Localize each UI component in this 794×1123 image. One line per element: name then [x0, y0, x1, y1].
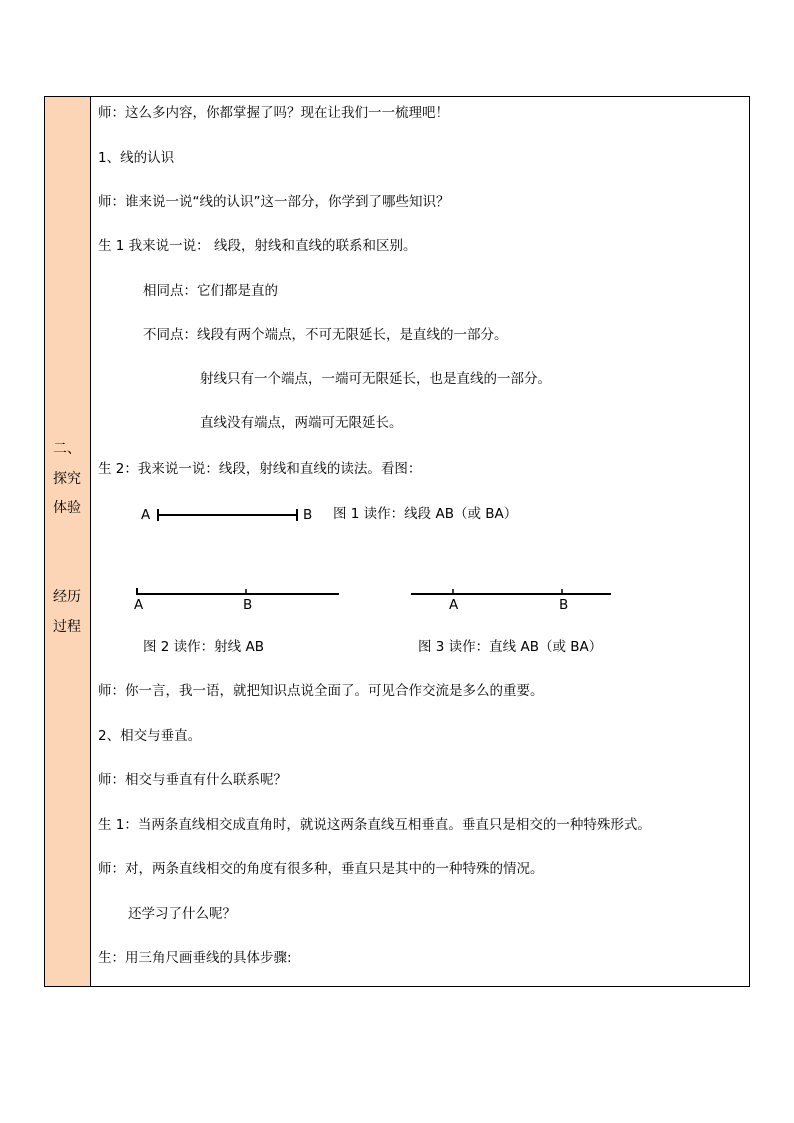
segment-ab — [158, 509, 297, 521]
teacher-question-relation: 师：相交与垂直有什么联系呢？ — [98, 772, 287, 788]
line-ab — [411, 589, 611, 595]
fig2-point-a: A — [134, 597, 144, 613]
teacher-intro: 师：这么多内容，你都掌握了吗？现在让我们一一梳理吧！ — [98, 105, 449, 121]
ray-ab — [137, 588, 339, 595]
fig1-caption: 图 1 读作：线段 AB（或 BA） — [333, 506, 518, 522]
section-label-process: 过程 — [53, 619, 81, 635]
fig3-caption: 图 3 读作：直线 AB（或 BA） — [418, 639, 603, 655]
section-label-experience: 体验 — [53, 500, 81, 516]
student1-answer: 生 1 我来说一说： 线段，射线和直线的联系和区别。 — [98, 238, 417, 254]
teacher-what-else: 还学习了什么呢？ — [128, 906, 236, 922]
differences-line: 直线没有端点，两端可无限延长。 — [200, 415, 403, 431]
fig1-point-b: B — [303, 507, 313, 523]
student2-answer: 生 2：我来说一说：线段，射线和直线的读法。看图： — [98, 461, 422, 477]
student1-perpendicular: 生 1：当两条直线相交成直角时，就说这两条直线互相垂直。垂直只是相交的一种特殊形式。 — [98, 817, 651, 833]
heading-line-knowledge: 1、线的认识 — [98, 150, 175, 166]
fig2-caption: 图 2 读作：射线 AB — [143, 639, 264, 655]
teacher-question-lines: 师：谁来说一说“线的认识”这一部分，你学到了哪些知识？ — [98, 194, 450, 210]
similarities: 相同点：它们都是直的 — [143, 283, 278, 299]
differences-ray: 射线只有一个端点，一端可无限延长，也是直线的一部分。 — [200, 371, 551, 387]
section-label-explore: 探究 — [53, 471, 81, 487]
student-steps: 生：用三角尺画垂线的具体步骤: — [98, 950, 292, 966]
heading-intersect-perpendicular: 2、相交与垂直。 — [98, 728, 202, 744]
teacher-angle-note: 师：对，两条直线相交的角度有很多种，垂直只是其中的一种特殊的情况。 — [98, 861, 544, 877]
differences-segment: 不同点：线段有两个端点，不可无限延长，是直线的一部分。 — [143, 327, 508, 343]
fig2-point-b: B — [243, 597, 253, 613]
fig3-point-b: B — [559, 597, 569, 613]
fig1-point-a: A — [141, 507, 151, 523]
teacher-summary: 师：你一言，我一语，就把知识点说全面了。可见合作交流是多么的重要。 — [98, 683, 544, 699]
fig3-point-a: A — [449, 597, 459, 613]
section-label-undergo: 经历 — [53, 589, 81, 605]
section-label-number: 二、 — [53, 441, 81, 457]
